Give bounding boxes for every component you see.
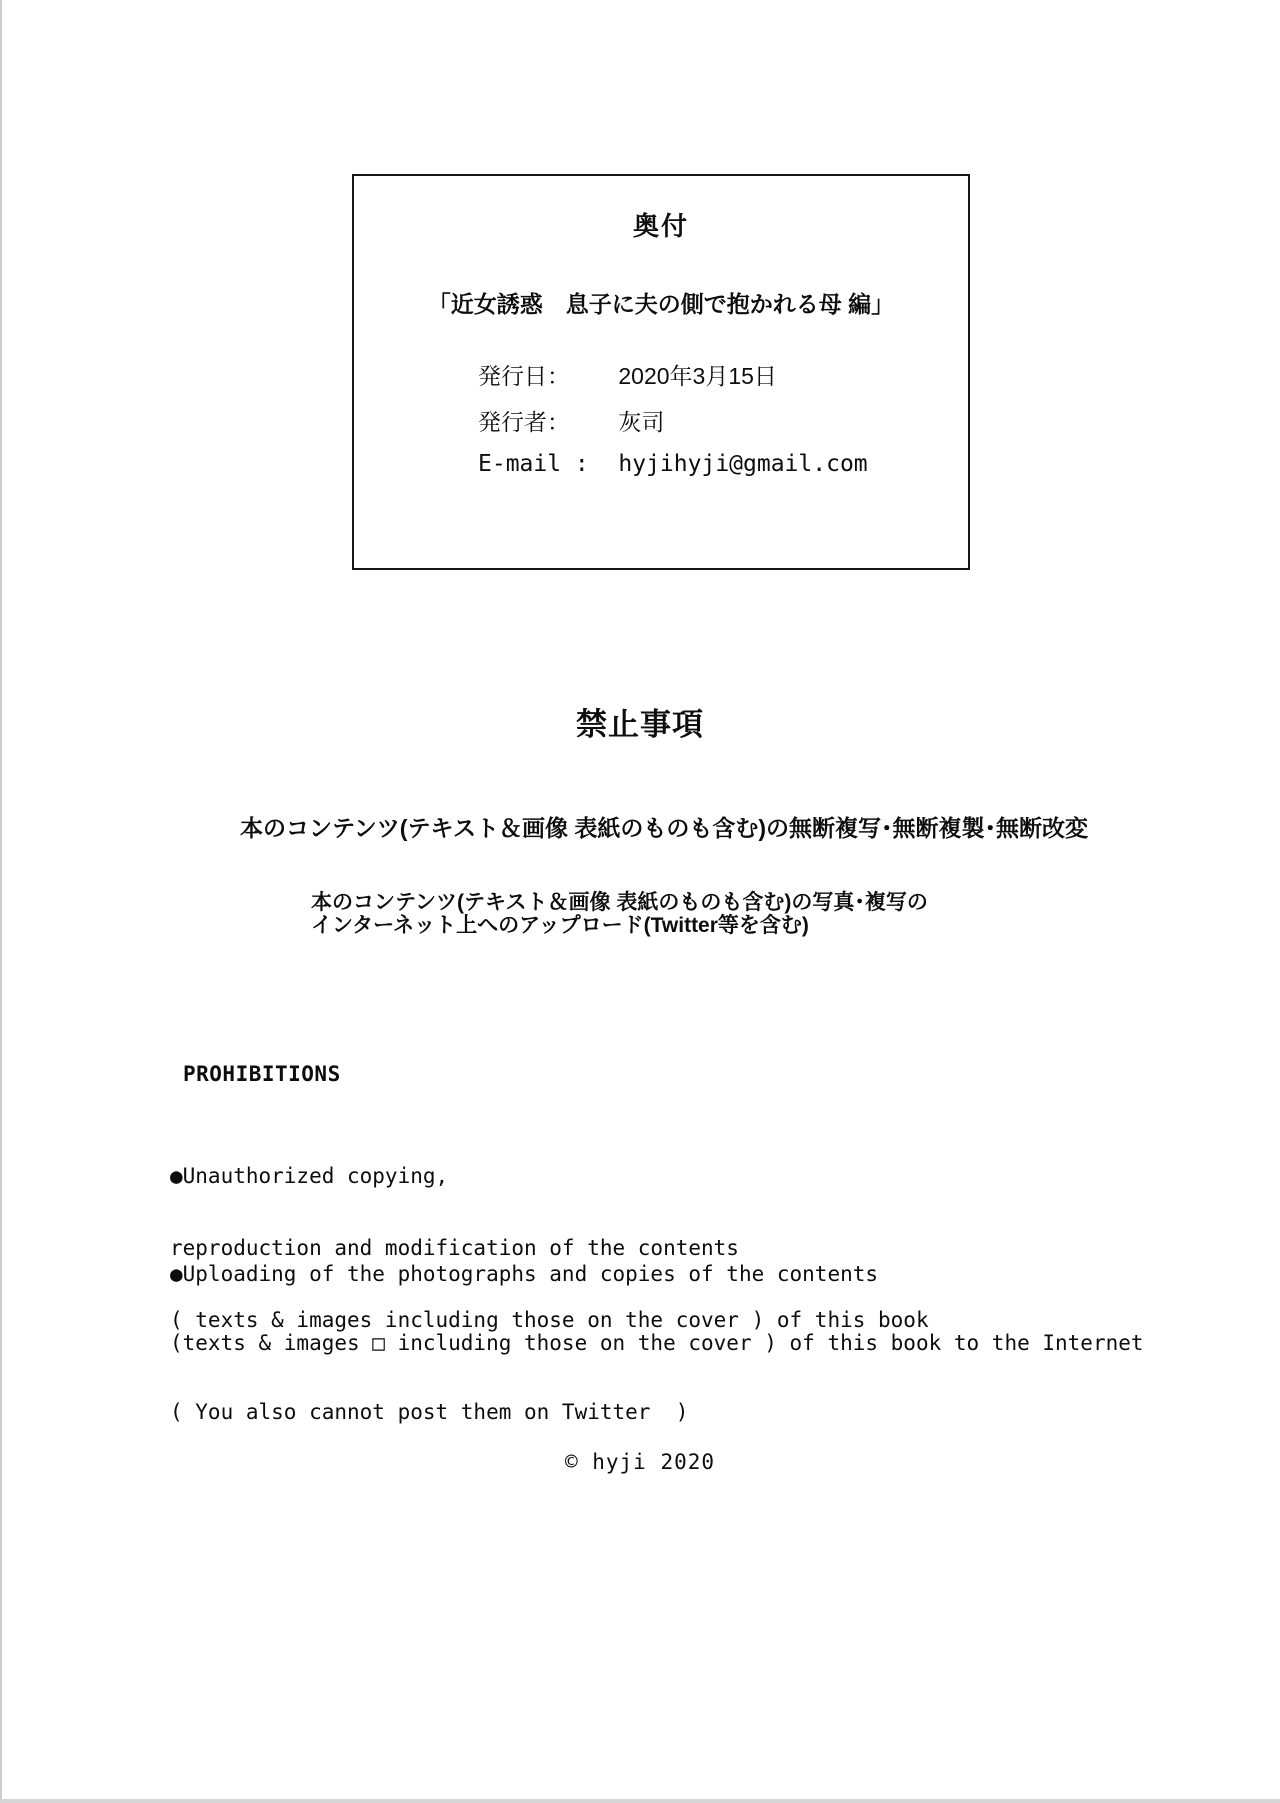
prohibitions-en-heading: PROHIBITIONS	[183, 1062, 341, 1086]
prohibitions-en-item2-line2: (texts & images □ including those on the cover ) of this book to the Internet	[170, 1331, 1144, 1355]
publication-date-value: 2020年3月15日	[618, 363, 777, 389]
prohibitions-en-item1-line3: ( texts & images including those on the cover ) of this book	[170, 1308, 929, 1332]
colophon-heading: 奥付	[632, 211, 689, 241]
prohibitions-en-item2	[170, 1217, 1144, 1470]
publisher-value: 灰司	[618, 409, 665, 435]
scan-edge-bottom	[0, 1799, 1280, 1803]
colophon-fields	[478, 358, 868, 496]
publisher-row	[478, 404, 868, 435]
prohibitions-ja-item2-line2: インターネット上へのアップロード(Twitter等を含む)	[311, 914, 809, 937]
prohibitions-ja-item1: 本のコンテンツ(テキスト＆画像 表紙のものも含む)の無断複写･無断複製･無断改変	[239, 815, 1089, 841]
email-value: hyjihyji@gmail.com	[618, 451, 868, 477]
publisher-label: 発行者：	[478, 409, 570, 435]
prohibitions-en-item2-line1: ●Uploading of the photographs and copies of the contents	[170, 1262, 879, 1286]
email-row	[478, 450, 868, 477]
email-label: E-mail :	[478, 451, 589, 477]
publication-date-label: 発行日：	[478, 363, 570, 389]
prohibitions-en-item1-line1: ●Unauthorized copying,	[170, 1164, 449, 1188]
book-title: 「近女誘惑 息子に夫の側で抱かれる母 編」	[427, 291, 895, 317]
prohibitions-ja-item2-line1: 本のコンテンツ(テキスト＆画像 表紙のものも含む)の写真･複写の	[311, 891, 928, 914]
prohibitions-en-item2-line3: ( You also cannot post them on Twitter )	[170, 1400, 689, 1424]
prohibitions-ja-heading: 禁止事項	[576, 707, 704, 742]
colophon-box	[352, 174, 970, 570]
prohibitions-ja-item2	[311, 891, 928, 937]
prohibitions-en-item1-line2: reproduction and modification of the contents	[170, 1236, 739, 1260]
scan-edge-left	[0, 0, 2, 1803]
copyright-line: © hyji 2020	[564, 1450, 716, 1474]
publication-date-row	[478, 358, 868, 389]
